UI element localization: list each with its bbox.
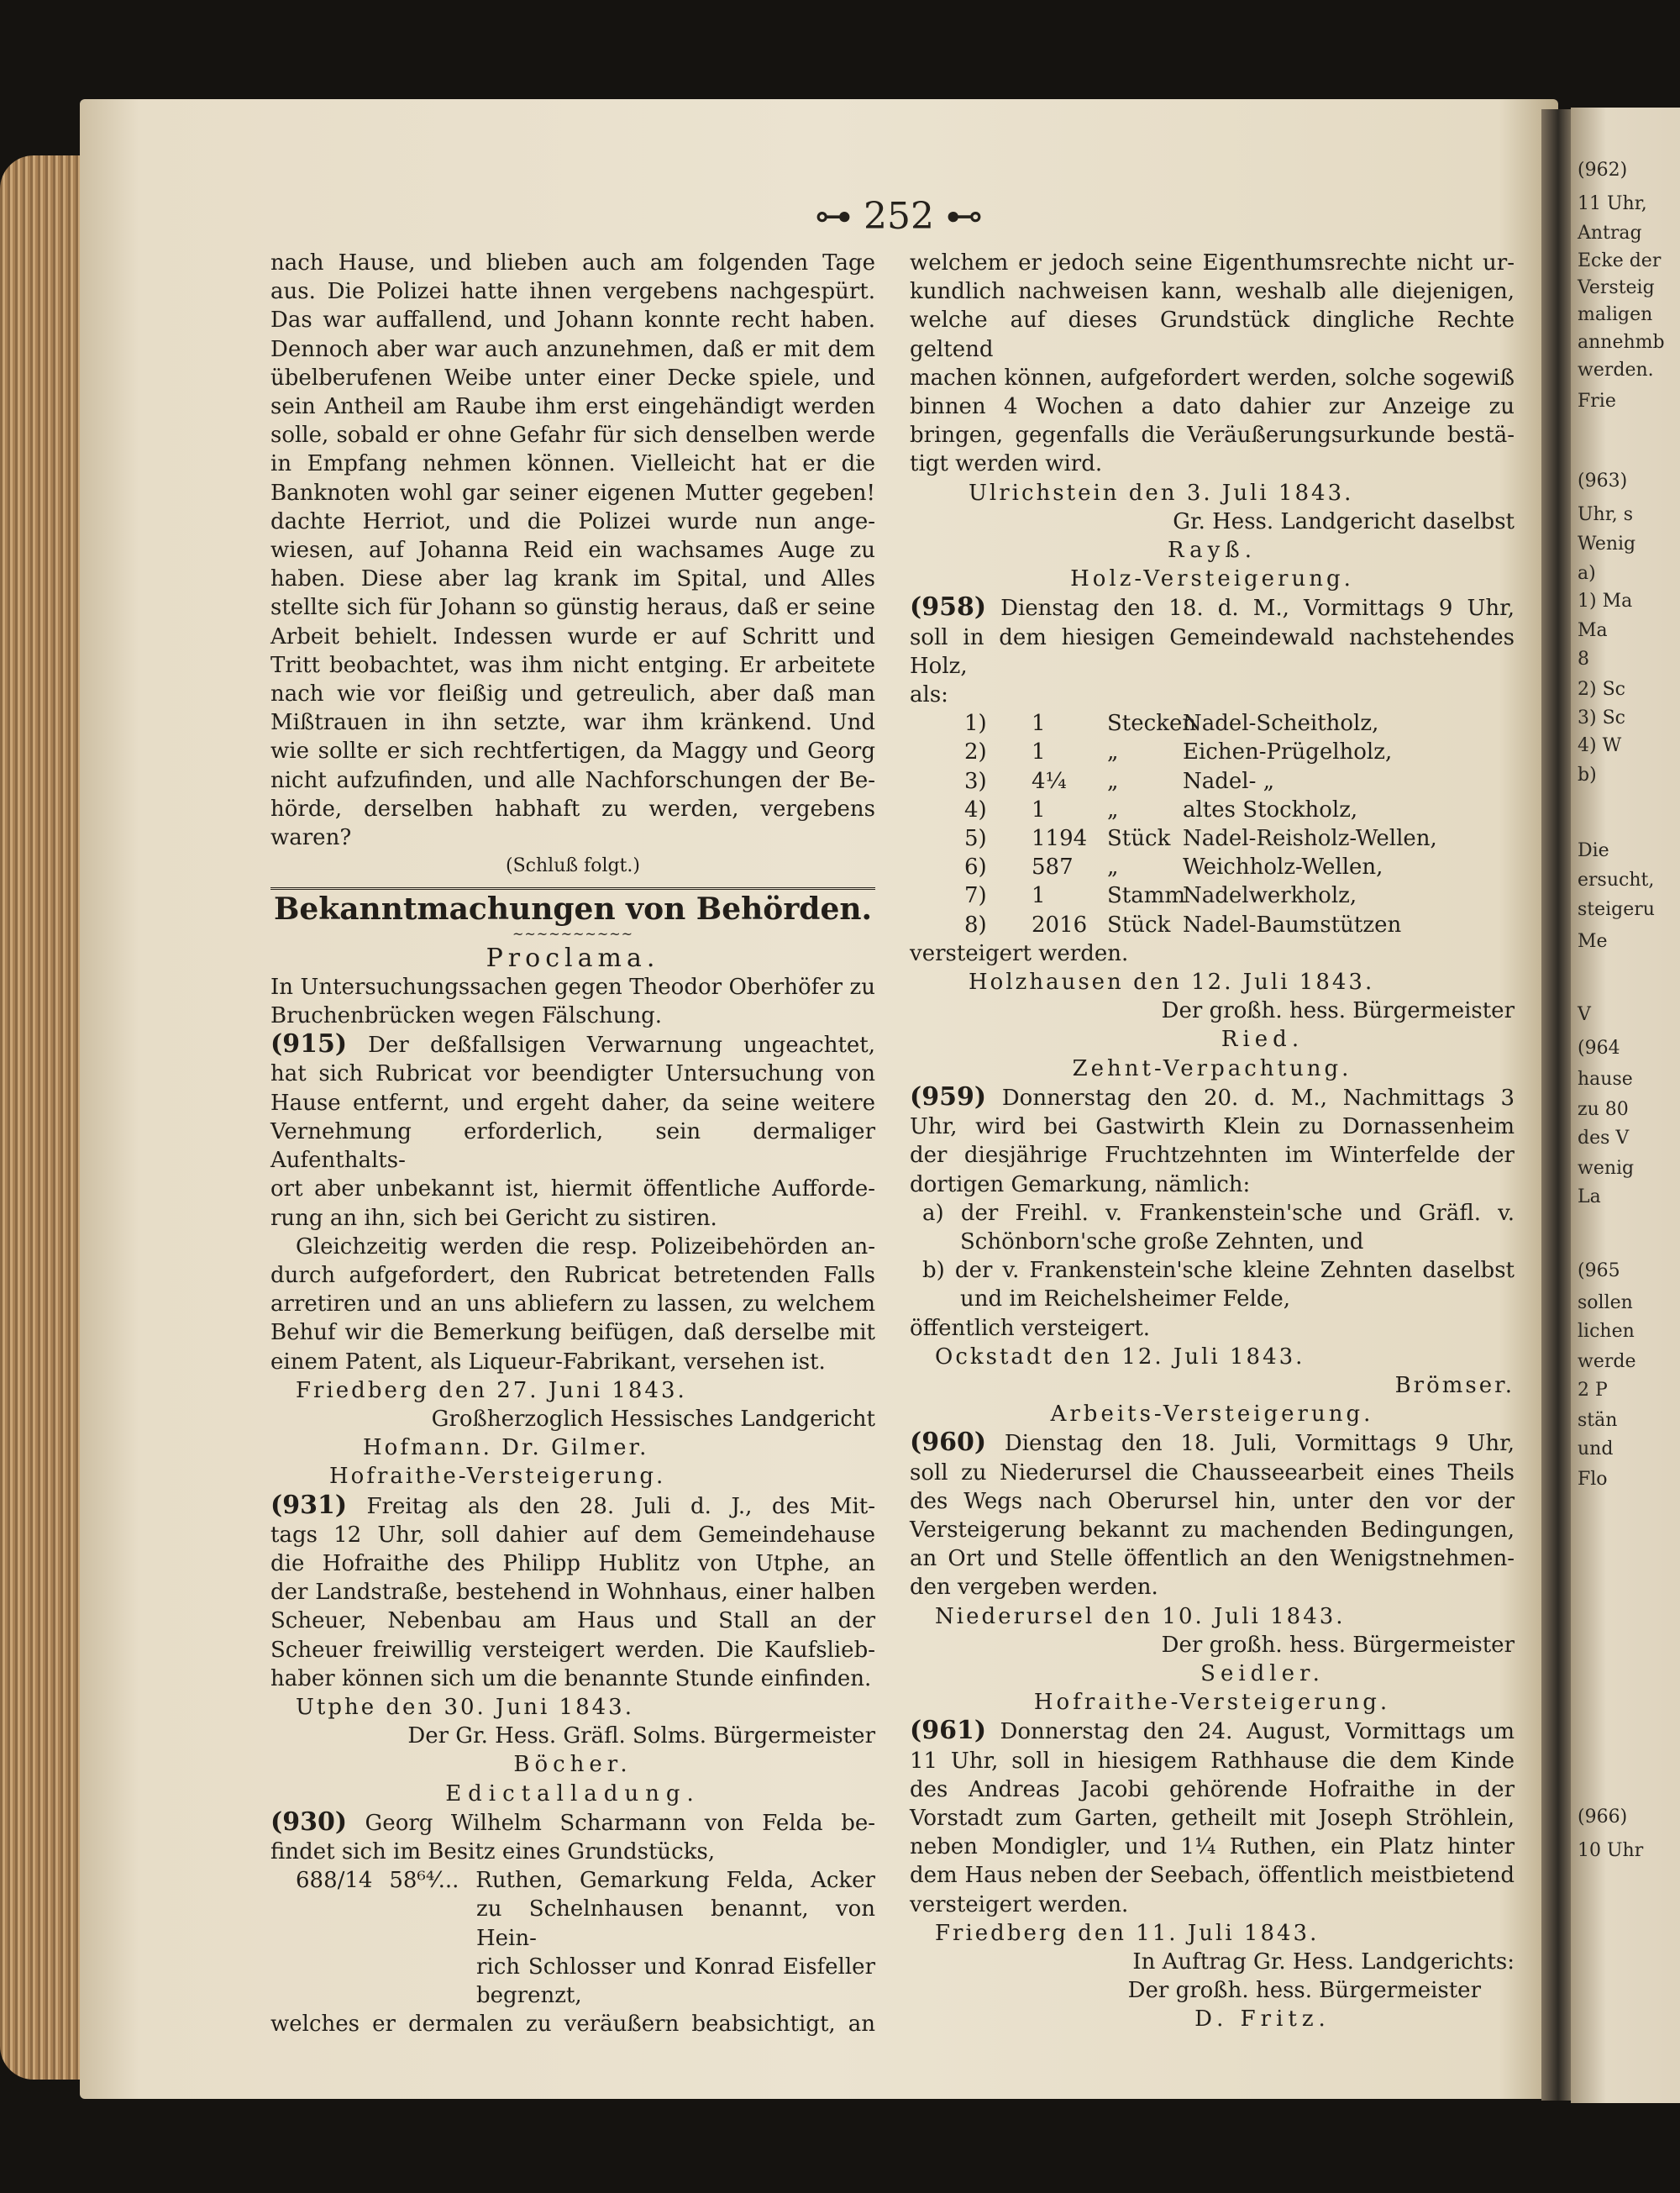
notice-authority: Der großh. hess. Bürgermeister bbox=[1161, 1632, 1515, 1658]
notice-line: welche auf dieses Grundstück dingliche Rechte geltend bbox=[910, 308, 1515, 362]
notice-line: Vorstadt zum Garten, getheilt mit Joseph Ströhlein, bbox=[910, 1805, 1515, 1831]
notice-line: arretiren und an uns abliefern zu lassen, zu welchem bbox=[270, 1291, 875, 1317]
notice-number: (915) bbox=[270, 1029, 348, 1060]
notice-title-holz: Holz-Versteigerung. bbox=[1070, 566, 1354, 592]
next-page-fragment: Versteig bbox=[1578, 277, 1655, 298]
notice-number: (931) bbox=[270, 1490, 348, 1520]
notice-authority: In Auftrag Gr. Hess. Landgerichts: bbox=[1132, 1948, 1515, 1975]
next-page-fragment: steigeru bbox=[1578, 899, 1655, 920]
notice-line: der Landstraße, bestehend in Wohnhaus, einer halben bbox=[270, 1580, 875, 1606]
story-line: Mißtrauen in ihn setzte, war ihm kränkend. Und bbox=[270, 710, 875, 736]
story-line: Arbeit behielt. Indessen wurde er auf Schritt und bbox=[270, 623, 875, 649]
notice-line: öffentlich versteigert. bbox=[910, 1315, 1151, 1341]
right-column bbox=[910, 249, 1515, 2034]
next-page-fragment: Wenig bbox=[1578, 534, 1636, 555]
left-column bbox=[270, 249, 875, 2038]
notice-title-edictalladung: Edictalladung. bbox=[445, 1780, 701, 1806]
notice-line: Hause entfernt, und ergeht daher, da seine weitere bbox=[270, 1090, 875, 1116]
notice-place-date: Friedberg den 27. Juni 1843. bbox=[296, 1377, 687, 1403]
next-page-fragment: 4) W bbox=[1578, 735, 1622, 756]
notice-line: an Ort und Stelle öffentlich an den Wenigstnehmen- bbox=[910, 1546, 1515, 1572]
ornament-right-icon: ⊷ bbox=[933, 195, 983, 238]
story-continued-note: (Schluß folgt.) bbox=[506, 855, 640, 877]
notice-authority: Großherzoglich Hessisches Landgericht bbox=[431, 1406, 875, 1432]
next-page-fragment: 10 Uhr bbox=[1578, 1840, 1644, 1861]
notice-line: des Andreas Jacobi gehörende Hofraithe in der bbox=[910, 1776, 1515, 1802]
next-page-fragment: und bbox=[1578, 1438, 1614, 1459]
notice-line: a) der Freihl. v. Frankenstein'sche und Gräfl. v. bbox=[922, 1200, 1515, 1226]
next-page-fragment: werden. bbox=[1578, 360, 1654, 381]
notice-931-first-line: (931) Freitag als den 28. Juli d. J., des Mit- bbox=[270, 1490, 875, 1520]
notice-signature: Brömser. bbox=[1394, 1372, 1515, 1398]
list-item: 5) 1194 Stück Nadel-Reisholz-Wellen, bbox=[964, 826, 1437, 852]
notice-title-arbeits: Arbeits-Versteigerung. bbox=[1050, 1402, 1374, 1428]
story-line: nach Hause, und blieben auch am folgenden Tage bbox=[270, 250, 875, 276]
next-page-fragment: La bbox=[1578, 1186, 1601, 1207]
notice-line: rung an ihn, sich bei Gericht zu sistiren. bbox=[270, 1205, 717, 1231]
story-line: haben. Diese aber lag krank im Spital, und Alles bbox=[270, 566, 875, 592]
story-line: übelberufenen Weibe unter einer Decke spiele, und bbox=[270, 365, 875, 391]
notice-place-date: Niederursel den 10. Juli 1843. bbox=[935, 1603, 1346, 1629]
story-line: Dennoch aber war auch anzunehmen, daß er mit dem bbox=[270, 336, 875, 362]
list-item: 8) 2016 Stück Nadel-Baumstützen bbox=[964, 912, 1402, 938]
list-item: 1) 1 Stecken Nadel-Scheitholz, bbox=[964, 711, 1379, 737]
story-line: Tritt beobachtet, was ihm nicht entging. Er arbeitete bbox=[270, 652, 875, 678]
notice-961-first-line: (961) Donnerstag den 24. August, Vormittags um bbox=[910, 1716, 1515, 1746]
notice-signature: D. Fritz. bbox=[1194, 2006, 1331, 2033]
notice-line: versteigert werden. bbox=[910, 1891, 1129, 1917]
notice-line: Vernehmung erforderlich, sein dermaliger Aufenthalts- bbox=[270, 1118, 875, 1174]
notice-place-date: Ulrichstein den 3. Juli 1843. bbox=[969, 480, 1354, 506]
notice-signature: Böcher. bbox=[513, 1752, 633, 1778]
list-item: 7) 1 Stamm Nadelwerkholz, bbox=[964, 883, 1357, 909]
notice-place-date: Friedberg den 11. Juli 1843. bbox=[935, 1920, 1320, 1946]
next-page-fragment: des V bbox=[1578, 1128, 1630, 1149]
next-page-fragment: zu 80 bbox=[1578, 1099, 1629, 1120]
notice-line: b) der v. Frankenstein'sche kleine Zehnten daselbst bbox=[922, 1258, 1515, 1284]
next-page-fragment: Frie bbox=[1578, 391, 1616, 412]
notice-line: und im Reichelsheimer Felde, bbox=[960, 1286, 1291, 1312]
next-page-fragment: 2) Sc bbox=[1578, 679, 1625, 700]
story-line: sein Antheil am Raube ihm erst eingehändigt werden bbox=[270, 394, 875, 420]
story-line: wiesen, auf Johanna Reid ein wachsames Auge zu bbox=[270, 538, 875, 564]
next-page-edge bbox=[1571, 108, 1680, 2103]
ornament-left-icon: ⊶ bbox=[815, 195, 864, 238]
next-page-fragment: stän bbox=[1578, 1410, 1618, 1431]
notice-line: haber können sich um die benannte Stunde einfinden. bbox=[270, 1665, 872, 1691]
notice-number: (959) bbox=[910, 1081, 987, 1112]
next-page-fragment: (966) bbox=[1578, 1806, 1628, 1828]
next-page-fragment: annehmb bbox=[1578, 332, 1665, 353]
story-line: Das war auffallend, und Johann konnte recht haben. bbox=[270, 308, 875, 334]
next-page-fragment: (962) bbox=[1578, 160, 1628, 181]
next-page-fragment: 3) Sc bbox=[1578, 707, 1625, 728]
notice-959-first-line: (959) Donnerstag den 20. d. M., Nachmittags 3 bbox=[910, 1081, 1515, 1112]
story-line: in Empfang nehmen können. Vielleicht hat er die bbox=[270, 451, 875, 477]
next-page-fragment: 2 P bbox=[1578, 1380, 1608, 1401]
notice-number: (961) bbox=[910, 1716, 987, 1746]
next-page-fragment: Flo bbox=[1578, 1469, 1608, 1490]
story-line: solle, sobald er ohne Gefahr für sich denselben werde bbox=[270, 423, 875, 449]
notice-line: als: bbox=[910, 682, 948, 708]
notice-place-date: Ockstadt den 12. Juli 1843. bbox=[935, 1344, 1305, 1370]
notice-line: der diesjährige Fruchtzehnten im Winterfelde der bbox=[910, 1143, 1515, 1169]
notice-line: soll zu Niederursel die Chausseearbeit eines Theils bbox=[910, 1459, 1515, 1486]
notice-line: hat sich Rubricat vor beendigter Untersuchung von bbox=[270, 1061, 875, 1087]
list-item: 3) 4¼ „ Nadel- „ bbox=[964, 768, 1275, 794]
next-page-fragment: a) bbox=[1578, 563, 1596, 584]
next-page-fragment: (965 bbox=[1578, 1260, 1620, 1281]
next-page-fragment: Uhr, s bbox=[1578, 504, 1634, 525]
list-item: 4) 1 „ altes Stockholz, bbox=[964, 797, 1358, 823]
notice-signature: Ried. bbox=[1221, 1027, 1305, 1053]
notice-line: findet sich im Besitz eines Grundstücks, bbox=[270, 1838, 716, 1864]
holz-list bbox=[910, 709, 1515, 939]
notice-title-hofraithe: Hofraithe-Versteigerung. bbox=[1033, 1690, 1391, 1716]
next-page-fragment: 11 Uhr, bbox=[1578, 193, 1647, 214]
notice-line: Behuf wir die Bemerkung beifügen, daß derselbe mit bbox=[270, 1320, 875, 1346]
notice-915-first-line: (915) Der deßfallsigen Verwarnung ungeachtet, bbox=[270, 1029, 876, 1060]
notice-line: dem Haus neben der Seebach, öffentlich meistbietend bbox=[910, 1863, 1515, 1889]
notice-authority: Der großh. hess. Bürgermeister bbox=[1127, 1978, 1481, 2004]
notice-line: Uhr, wird bei Gastwirth Klein zu Dornassenheim bbox=[910, 1114, 1515, 1140]
next-page-fragment: 1) Ma bbox=[1578, 591, 1633, 612]
next-page-fragment: (963) bbox=[1578, 471, 1628, 492]
story-line: hörde, derselben habhaft zu werden, vergebens waren? bbox=[270, 796, 875, 851]
next-page-fragment: Me bbox=[1578, 931, 1608, 952]
notice-line: des Wegs nach Oberursel hin, unter den vor der bbox=[910, 1488, 1515, 1514]
notice-line: 11 Uhr, soll in hiesigem Rathhause die dem Kinde bbox=[910, 1748, 1515, 1774]
notice-960-first-line: (960) Dienstag den 18. Juli, Vormittags 9 Uhr, bbox=[910, 1428, 1515, 1458]
notice-line: begrenzt, bbox=[476, 1982, 582, 2008]
notice-title-proclama: Proclama. bbox=[486, 943, 660, 973]
notice-line: In Untersuchungssachen gegen Theodor Oberhöfer zu bbox=[270, 974, 875, 1000]
notice-line: zu Schelnhausen benannt, von Hein- bbox=[476, 1896, 875, 1951]
notice-line: Versteigerung bekannt zu machenden Bedingungen, bbox=[910, 1517, 1515, 1543]
notice-line: ort aber unbekannt ist, hiermit öffentliche Aufforde- bbox=[270, 1176, 875, 1202]
next-page-fragment: Ecke der bbox=[1578, 250, 1662, 271]
next-page-fragment: sollen bbox=[1578, 1292, 1633, 1313]
notice-line: welches er dermalen zu veräußern beabsichtigt, an bbox=[270, 2012, 875, 2038]
notice-line: neben Mondigler, und 1¼ Ruthen, ein Platz hinter bbox=[910, 1834, 1515, 1860]
wave-ornament: ~~~~~~~~~~ bbox=[512, 925, 634, 942]
next-page-fragment: wenig bbox=[1578, 1158, 1635, 1179]
notice-line: einem Patent, als Liqueur-Fabrikant, versehen ist. bbox=[270, 1349, 826, 1375]
notice-place-date: Holzhausen den 12. Juli 1843. bbox=[969, 970, 1375, 996]
notice-signature: Seidler. bbox=[1200, 1660, 1325, 1686]
notice-line: versteigert werden. bbox=[910, 940, 1129, 966]
notice-authority: Gr. Hess. Landgericht daselbst bbox=[1173, 508, 1515, 534]
notice-signature: Hofmann. Dr. Gilmer. bbox=[363, 1435, 649, 1461]
section-divider bbox=[270, 887, 875, 890]
notice-line: soll in dem hiesigen Gemeindewald nachstehendes Holz, bbox=[910, 624, 1515, 679]
notice-line: Bruchenbrücken wegen Fälschung. bbox=[270, 1003, 663, 1029]
notice-line: durch aufgefordert, den Rubricat betretenden Falls bbox=[270, 1262, 875, 1288]
next-page-fragment: werde bbox=[1578, 1351, 1636, 1372]
next-page-fragment: Die bbox=[1578, 840, 1609, 861]
next-page-fragment: ersucht, bbox=[1578, 870, 1655, 891]
notice-line: tags 12 Uhr, soll dahier auf dem Gemeindehause bbox=[270, 1522, 875, 1548]
notice-958-first-line: (958) Dienstag den 18. d. M., Vormittags 9 Uhr, bbox=[910, 592, 1515, 623]
notice-line: Schönborn'sche große Zehnten, und bbox=[960, 1228, 1364, 1254]
story-text bbox=[270, 249, 875, 881]
story-line: dachte Herriot, und die Polizei wurde nun ange- bbox=[270, 508, 875, 534]
story-line: aus. Die Polizei hatte ihnen vergebens nachgespürt. bbox=[270, 279, 875, 305]
notice-authority: Der Gr. Hess. Gräfl. Solms. Bürgermeister bbox=[407, 1723, 875, 1749]
story-line: wie sollte er sich rechtfertigen, da Maggy und Georg bbox=[270, 739, 875, 765]
notice-parcel-line: 688/14 58⁶⁴⁄... Ruthen, Gemarkung Felda, Acker bbox=[296, 1868, 875, 1894]
list-item: 6) 587 „ Weichholz-Wellen, bbox=[964, 855, 1383, 881]
notice-place-date: Utphe den 30. Juni 1843. bbox=[296, 1694, 634, 1720]
next-page-fragment: Ma bbox=[1578, 620, 1608, 641]
notice-line: den vergeben werden. bbox=[910, 1575, 1158, 1601]
notice-line: Scheuer freiwillig versteigert werden. Die Kaufslieb- bbox=[270, 1637, 875, 1663]
story-line: nicht aufzufinden, und alle Nachforschungen der Be- bbox=[270, 767, 875, 793]
notice-line: machen können, aufgefordert werden, solche sogewiß bbox=[910, 365, 1515, 391]
story-line: stellte sich für Johann so günstig heraus, daß er seine bbox=[270, 595, 875, 621]
notice-number: (958) bbox=[910, 592, 987, 623]
notice-number: (930) bbox=[270, 1806, 348, 1837]
notice-line: dortigen Gemarkung, nämlich: bbox=[910, 1171, 1251, 1197]
next-page-fragment: hause bbox=[1578, 1069, 1633, 1090]
story-line: Banknoten wohl gar seiner eigenen Mutter gegeben! bbox=[270, 480, 875, 506]
next-page-fragment: 8 bbox=[1578, 649, 1589, 670]
notice-line: bringen, gegenfalls die Veräußerungsurkunde bestä- bbox=[910, 423, 1515, 449]
notice-line: Gleichzeitig werden die resp. Polizeibehörden an- bbox=[296, 1233, 875, 1260]
notice-authority: Der großh. hess. Bürgermeister bbox=[1161, 998, 1515, 1024]
next-page-fragment: Antrag bbox=[1578, 223, 1642, 244]
notice-line: tigt werden wird. bbox=[910, 451, 1103, 477]
notice-line: rich Schlosser und Konrad Eisfeller bbox=[476, 1954, 875, 1980]
notice-title-zehnt: Zehnt-Verpachtung. bbox=[1072, 1055, 1352, 1081]
next-page-fragment: maligen bbox=[1578, 304, 1653, 325]
notice-line: die Hofraithe des Philipp Hublitz von Utphe, an bbox=[270, 1550, 875, 1576]
list-item: 2) 1 „ Eichen-Prügelholz, bbox=[964, 739, 1393, 765]
story-line: nach wie vor fleißig und getreulich, aber daß man bbox=[270, 681, 875, 707]
notice-title-hofraithe: Hofraithe-Versteigerung. bbox=[329, 1464, 666, 1490]
notice-line: Scheuer, Nebenbau am Haus und Stall an der bbox=[270, 1608, 875, 1634]
book-gutter bbox=[1541, 109, 1575, 2101]
section-heading: Bekanntmachungen von Behörden. bbox=[273, 891, 873, 928]
notice-line: binnen 4 Wochen a dato dahier zur Anzeige zu bbox=[910, 394, 1515, 420]
notice-number: (960) bbox=[910, 1428, 987, 1458]
next-page-fragment: lichen bbox=[1578, 1321, 1635, 1342]
next-page-fragment: (964 bbox=[1578, 1038, 1620, 1059]
page-number: ⊶ 252 ⊷ bbox=[815, 195, 983, 238]
notice-line: kundlich nachweisen kann, weshalb alle diejenigen, bbox=[910, 279, 1515, 305]
notice-line: welchem er jedoch seine Eigenthumsrechte nicht ur- bbox=[910, 250, 1515, 276]
next-page-fragment: V bbox=[1578, 1004, 1591, 1025]
notice-signature: Rayß. bbox=[1168, 538, 1257, 564]
notice-930-first-line: (930) Georg Wilhelm Scharmann von Felda be- bbox=[270, 1806, 876, 1837]
next-page-fragment: b) bbox=[1578, 765, 1597, 786]
